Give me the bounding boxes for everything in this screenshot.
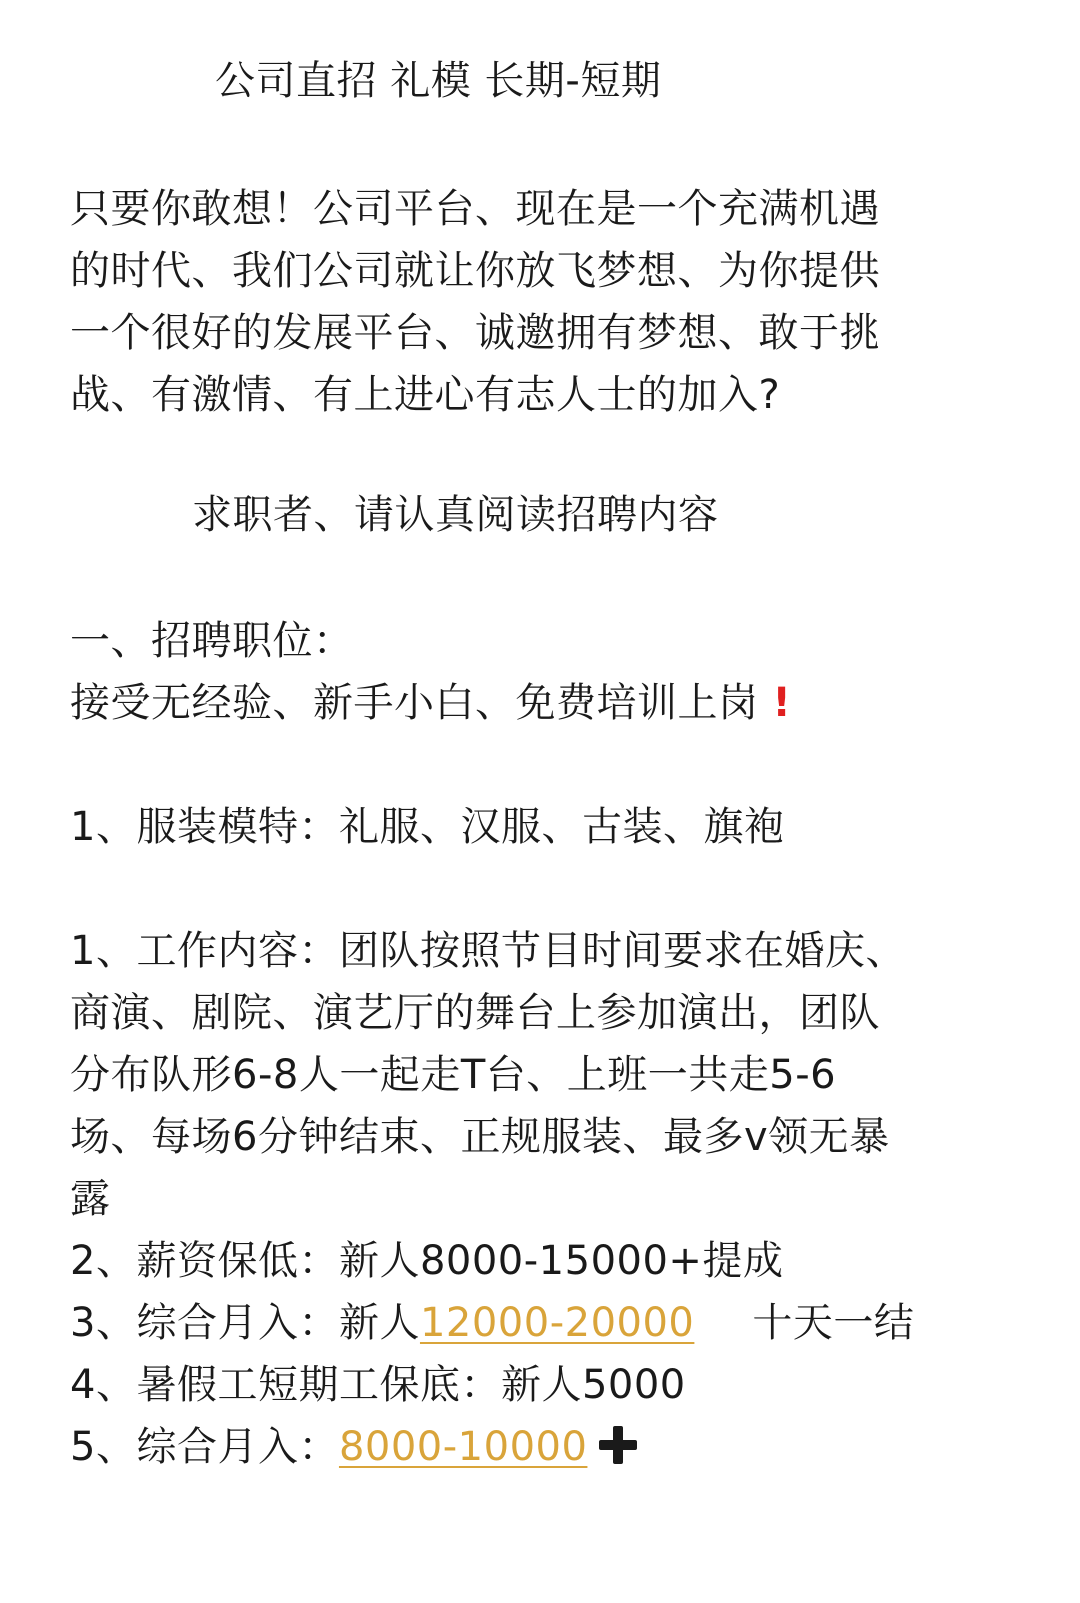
work-content-line: 1、工作内容：团队按照节目时间要求在婚庆、 [70,928,906,974]
intro-line: 的时代、我们公司就让你放飞梦想、为你提供 [70,248,880,294]
income-prefix: 3、综合月入：新人 [70,1300,420,1346]
summer-line: 4、暑假工短期工保底：新人5000 [70,1362,686,1408]
work-content-line: 分布队形6-8人一起走T台、上班一共走5-6 [70,1052,837,1098]
summer-income-range-link[interactable]: 8000-10000 [338,1424,588,1470]
summer-income-prefix: 5、综合月入： [70,1424,339,1470]
exclamation-icon: ! [772,680,792,726]
work-content-line: 商演、剧院、演艺厅的舞台上参加演出，团队 [70,990,880,1036]
section-subtitle: 求职者、请认真阅读招聘内容 [192,492,719,538]
salary-line: 2、薪资保低：新人8000-15000+提成 [70,1238,784,1284]
plus-icon [599,1426,637,1464]
positions-heading: 一、招聘职位： [70,618,354,664]
post-title: 公司直招 礼模 长期-短期 [215,58,662,104]
income-suffix: 十天一结 [752,1300,915,1346]
intro-line: 一个很好的发展平台、诚邀拥有梦想、敢于挑 [70,310,880,356]
position-item: 1、服装模特：礼服、汉服、古装、旗袍 [70,804,785,850]
summer-income-line [70,1416,637,1478]
intro-line: 战、有激情、有上进心有志人士的加入? [70,372,781,418]
intro-line: 只要你敢想！公司平台、现在是一个充满机遇 [70,186,880,232]
income-line [70,1292,914,1354]
training-note [70,672,791,734]
work-content-line: 露 [70,1176,111,1222]
work-content-line: 场、每场6分钟结束、正规服装、最多v领无暴 [70,1114,890,1160]
income-range-link[interactable]: 12000-20000 [419,1300,695,1346]
training-note-text: 接受无经验、新手小白、免费培训上岗 [70,680,759,726]
